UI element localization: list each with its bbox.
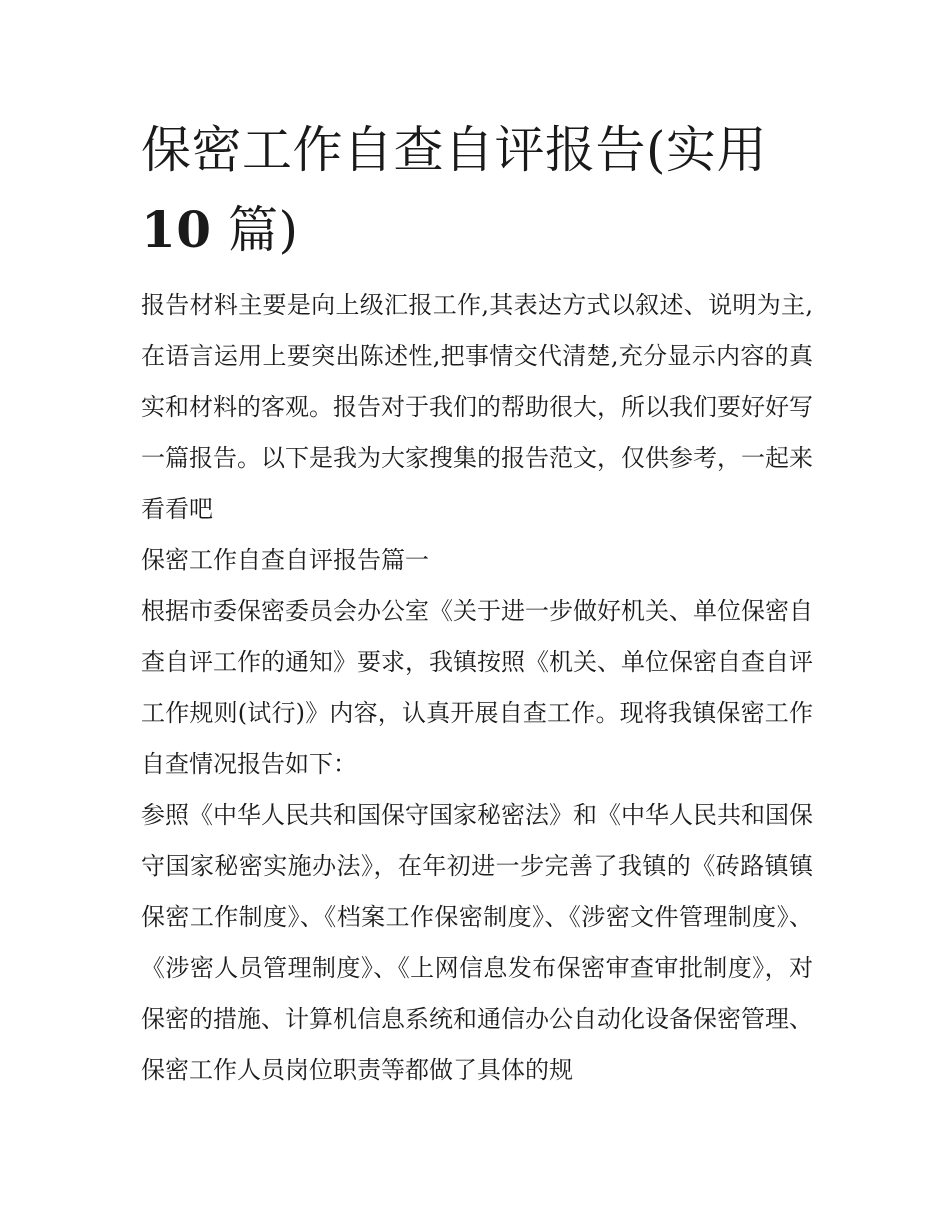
- title-tail: 篇): [211, 201, 299, 259]
- document-page: [141, 110, 813, 1096]
- body-paragraph-2: 参照《中华人民共和国保守国家秘密法》和《中华人民共和国保守国家秘密实施办法》，在年初进一步完善了我镇的《砖路镇镇保密工作制度》、《档案工作保密制度》、《涉密文件管理制度》、《涉密人员管理制度》、《上网信息发布保密审查审批制度》，对保密的措施、计算机信息系统和通信办公自动化设备保密管理、保密工作人员岗位职责等都做了具体的规: [141, 801, 813, 1084]
- section-heading: 保密工作自查自评报告篇一: [141, 546, 429, 574]
- document-title: [141, 110, 813, 270]
- intro-paragraph: 报告材料主要是向上级汇报工作,其表达方式以叙述、说明为主,在语言运用上要突出陈述性,把事情交代清楚,充分显示内容的真实和材料的客观。报告对于我们的帮助很大，所以我们要好好写一篇报告。以下是我为大家搜集的报告范文，仅供参考，一起来看看吧: [141, 291, 813, 523]
- title-number: 10: [141, 200, 212, 259]
- body-paragraph-1: 根据市委保密委员会办公室《关于进一步做好机关、单位保密自查自评工作的通知》要求，我镇按照《机关、单位保密自查自评工作规则(试行)》内容，认真开展自查工作。现将我镇保密工作自查情况报告如下：: [141, 597, 813, 778]
- title-main: 保密工作自查自评报告(实用: [141, 121, 768, 179]
